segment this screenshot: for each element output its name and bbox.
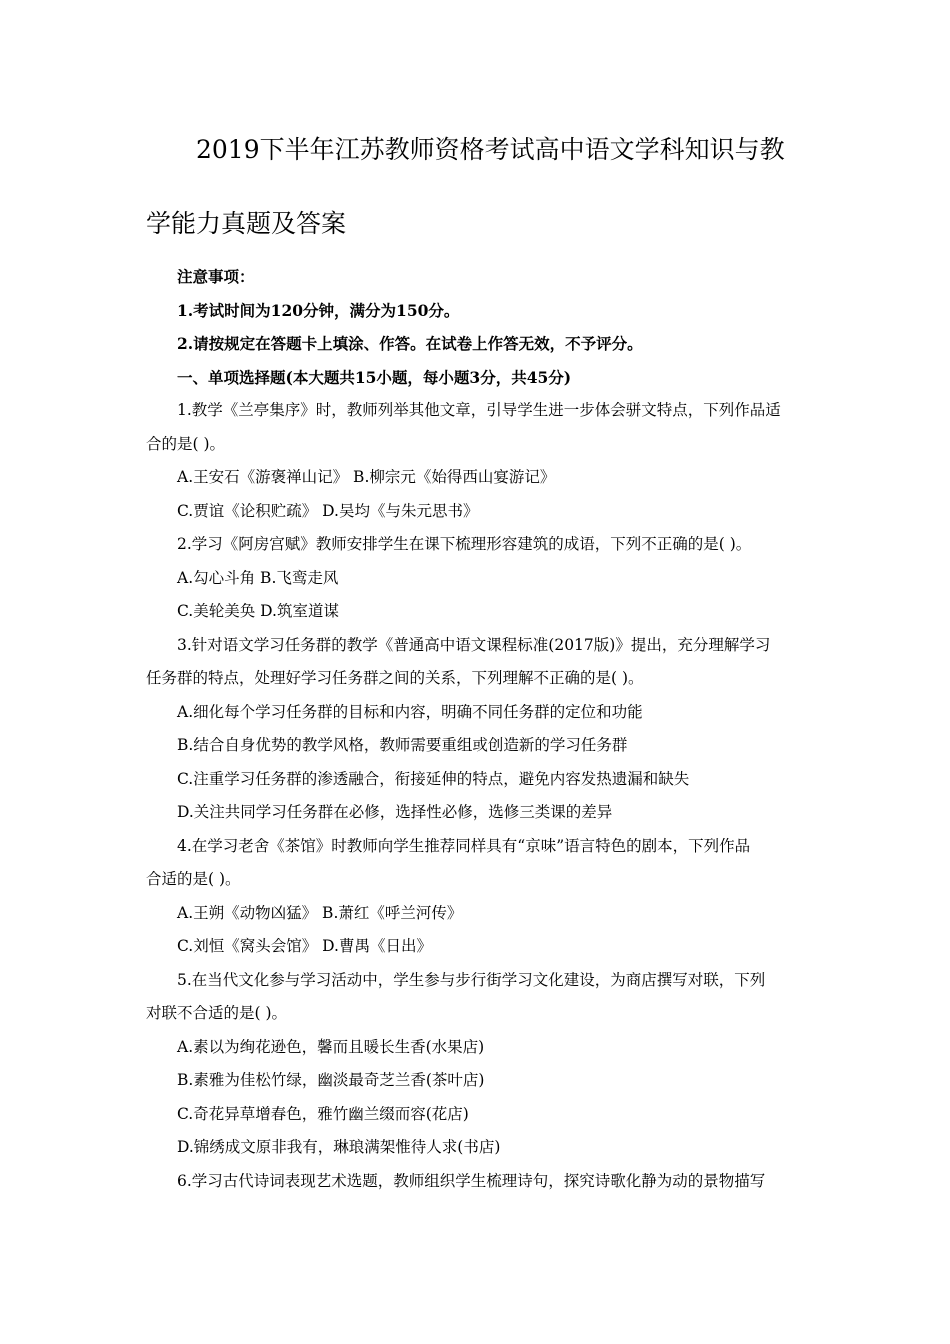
question-4-options-cd: C.刘恒《窝头会馆》 D.曹禺《日出》 (177, 937, 432, 955)
document-title-line-2: 学能力真题及答案 (146, 209, 347, 238)
question-6-stem: 6.学习古代诗词表现艺术选题，教师组织学生梳理诗句，探究诗歌化静为动的景物描写 (177, 1171, 766, 1190)
question-4-options-ab: A.王朔《动物凶猛》 B.萧红《呼兰河传》 (177, 903, 463, 922)
question-1-options-ab: A.王安石《游褒禅山记》 B.柳宗元《始得西山宴游记》 (177, 468, 556, 486)
question-3-stem: 3.针对语文学习任务群的教学《普通高中语文课程标准(2017版)》提出，充分理解学习 (177, 635, 771, 654)
question-5-stem: 5.在当代文化参与学习活动中，学生参与步行街学习文化建设，为商店撰写对联，下列 (177, 970, 766, 989)
question-4-stem-cont: 合适的是( )。 (146, 870, 241, 888)
question-5-option-d: D.锦绣成文原非我有，琳琅满架惟待人求(书店) (177, 1138, 501, 1156)
question-4-stem: 4.在学习老舍《茶馆》时教师向学生推荐同样具有“京味”语言特色的剧本，下列作品 (177, 836, 751, 855)
question-3-option-d: D.关注共同学习任务群在必修，选择性必修，选修三类课的差异 (177, 803, 613, 821)
question-1-stem: 1.教学《兰亭集序》时，教师列举其他文章，引导学生进一步体会骈文特点，下列作品适 (177, 401, 781, 419)
question-5-option-b: B.素雅为佳松竹绿，幽淡最奇芝兰香(茶叶店) (177, 1071, 485, 1089)
question-3-stem-cont: 任务群的特点，处理好学习任务群之间的关系，下列理解不正确的是( )。 (146, 669, 644, 687)
notice-item-2: 2.请按规定在答题卡上填涂、作答。在试卷上作答无效，不予评分。 (177, 334, 643, 353)
question-3-option-b: B.结合自身优势的教学风格，教师需要重组或创造新的学习任务群 (177, 736, 628, 754)
notice-item-1: 1.考试时间为120分钟，满分为150分。 (177, 300, 460, 320)
notice-heading: 注意事项： (177, 267, 255, 286)
question-2-options-ab: A.勾心斗角 B.飞鸾走风 (177, 568, 339, 587)
section-heading: 一、单项选择题(本大题共15小题，每小题3分，共45分) (177, 367, 572, 387)
question-5-option-a: A.素以为绚花逊色，馨而且暖长生香(水果店) (177, 1037, 485, 1056)
question-2-stem: 2.学习《阿房宫赋》教师安排学生在课下梳理形容建筑的成语，下列不正确的是( )。 (177, 535, 752, 553)
question-1-stem-cont: 合的是( )。 (146, 434, 226, 453)
question-5-option-c: C.奇花异草增春色，雅竹幽兰缀而容(花店) (177, 1104, 469, 1123)
question-3-option-c: C.注重学习任务群的渗透融合，衔接延伸的特点，避免内容发热遗漏和缺失 (177, 769, 690, 788)
document-body (146, 260, 810, 1198)
question-1-options-cd: C.贾谊《论积贮疏》 D.吴均《与朱元思书》 (177, 501, 479, 520)
question-5-stem-cont: 对联不合适的是( )。 (146, 1004, 288, 1022)
document-title-line-1: 2019下半年江苏教师资格考试高中语文学科知识与教 (196, 135, 785, 164)
question-2-options-cd: C.美轮美奂 D.筑室道谋 (177, 602, 339, 620)
question-3-option-a: A.细化每个学习任务群的目标和内容，明确不同任务群的定位和功能 (177, 702, 643, 721)
